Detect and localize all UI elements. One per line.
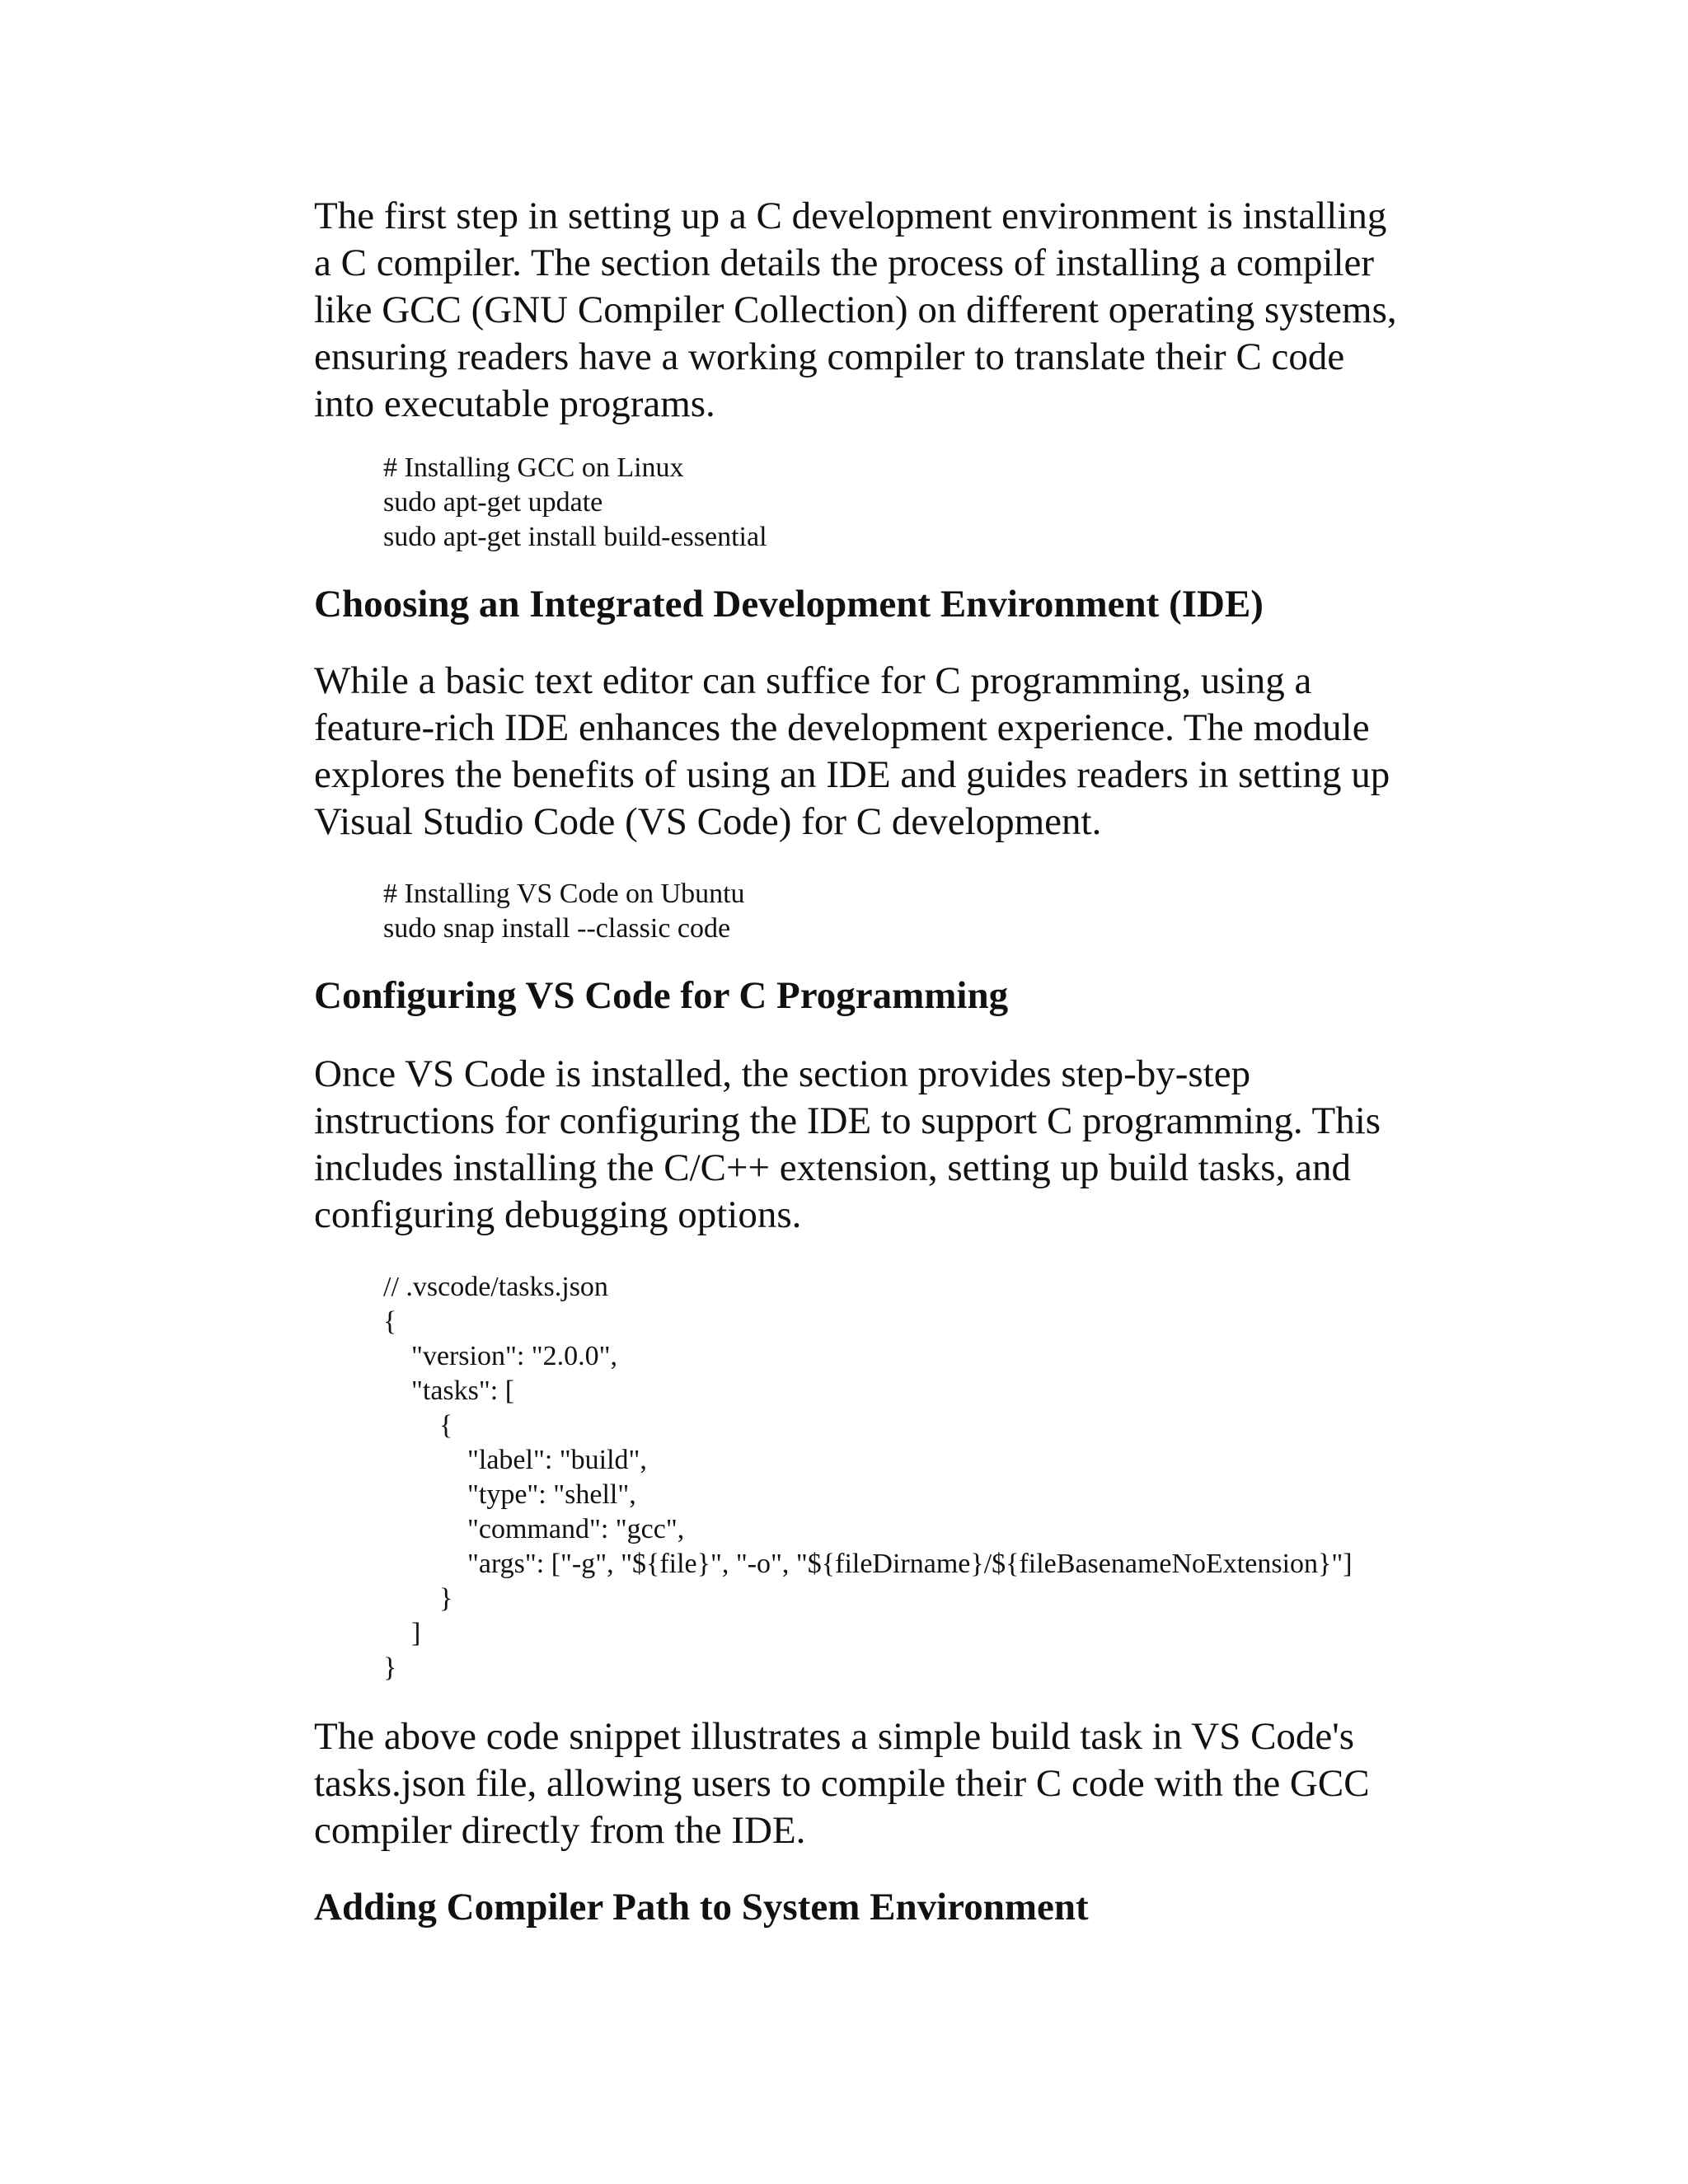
- code-line: ]: [383, 1618, 421, 1648]
- code-line: "args": ["-g", "${file}", "-o", "${fileDirname}/${fileBasenameNoExtension}"]: [383, 1549, 1353, 1579]
- paragraph-line: Visual Studio Code (VS Code) for C development.: [314, 800, 1102, 843]
- paragraph-line: a C compiler. The section details the process of installing a compiler: [314, 241, 1375, 284]
- code-line: "label": "build",: [383, 1445, 647, 1475]
- summary-paragraph: [314, 1713, 1484, 1854]
- page-content: [314, 193, 1484, 1931]
- code-line: "type": "shell",: [383, 1479, 636, 1510]
- paragraph-line: While a basic text editor can suffice for C programming, using a: [314, 659, 1312, 702]
- intro-paragraph: [314, 193, 1484, 428]
- code-line: # Installing VS Code on Ubuntu: [383, 879, 745, 909]
- code-line: }: [383, 1652, 397, 1683]
- paragraph-line: ensuring readers have a working compiler to translate their C code: [314, 335, 1345, 378]
- code-line: sudo apt-get update: [383, 487, 603, 518]
- section-heading-ide: Choosing an Integrated Development Environment (IDE): [314, 583, 1264, 626]
- code-line: // .vscode/tasks.json: [383, 1272, 608, 1302]
- paragraph-line: feature-rich IDE enhances the development experience. The module: [314, 706, 1370, 749]
- code-line: # Installing GCC on Linux: [383, 452, 684, 483]
- paragraph-line: includes installing the C/C++ extension, setting up build tasks, and: [314, 1146, 1351, 1189]
- paragraph-line: compiler directly from the IDE.: [314, 1809, 806, 1852]
- code-line: }: [383, 1583, 453, 1614]
- paragraph-line: Once VS Code is installed, the section provides step-by-step: [314, 1052, 1251, 1095]
- code-line: {: [383, 1410, 453, 1441]
- paragraph-line: into executable programs.: [314, 382, 715, 425]
- code-line: "command": "gcc",: [383, 1514, 685, 1544]
- code-line: sudo snap install --classic code: [383, 913, 731, 944]
- code-block-gcc: [383, 451, 1484, 555]
- paragraph-line: tasks.json file, allowing users to compile their C code with the GCC: [314, 1762, 1370, 1805]
- paragraph-line: configuring debugging options.: [314, 1193, 802, 1236]
- code-line: sudo apt-get install build-essential: [383, 522, 767, 552]
- paragraph-line: explores the benefits of using an IDE and guides readers in setting up: [314, 753, 1390, 796]
- code-block-tasks-json: [383, 1270, 1484, 1685]
- section-heading-path: Adding Compiler Path to System Environment: [314, 1886, 1089, 1929]
- code-block-vscode: [383, 877, 1484, 946]
- code-line: "version": "2.0.0",: [383, 1341, 618, 1371]
- paragraph-line: like GCC (GNU Compiler Collection) on different operating systems,: [314, 288, 1397, 331]
- paragraph-line: instructions for configuring the IDE to support C programming. This: [314, 1099, 1381, 1142]
- code-line: {: [383, 1306, 397, 1337]
- paragraph-line: The first step in setting up a C development environment is installing: [314, 194, 1387, 237]
- ide-paragraph: [314, 658, 1484, 846]
- paragraph-line: The above code snippet illustrates a simple build task in VS Code's: [314, 1715, 1355, 1758]
- code-line: "tasks": [: [383, 1376, 515, 1406]
- config-paragraph: [314, 1051, 1484, 1239]
- section-heading-config: Configuring VS Code for C Programming: [314, 974, 1009, 1017]
